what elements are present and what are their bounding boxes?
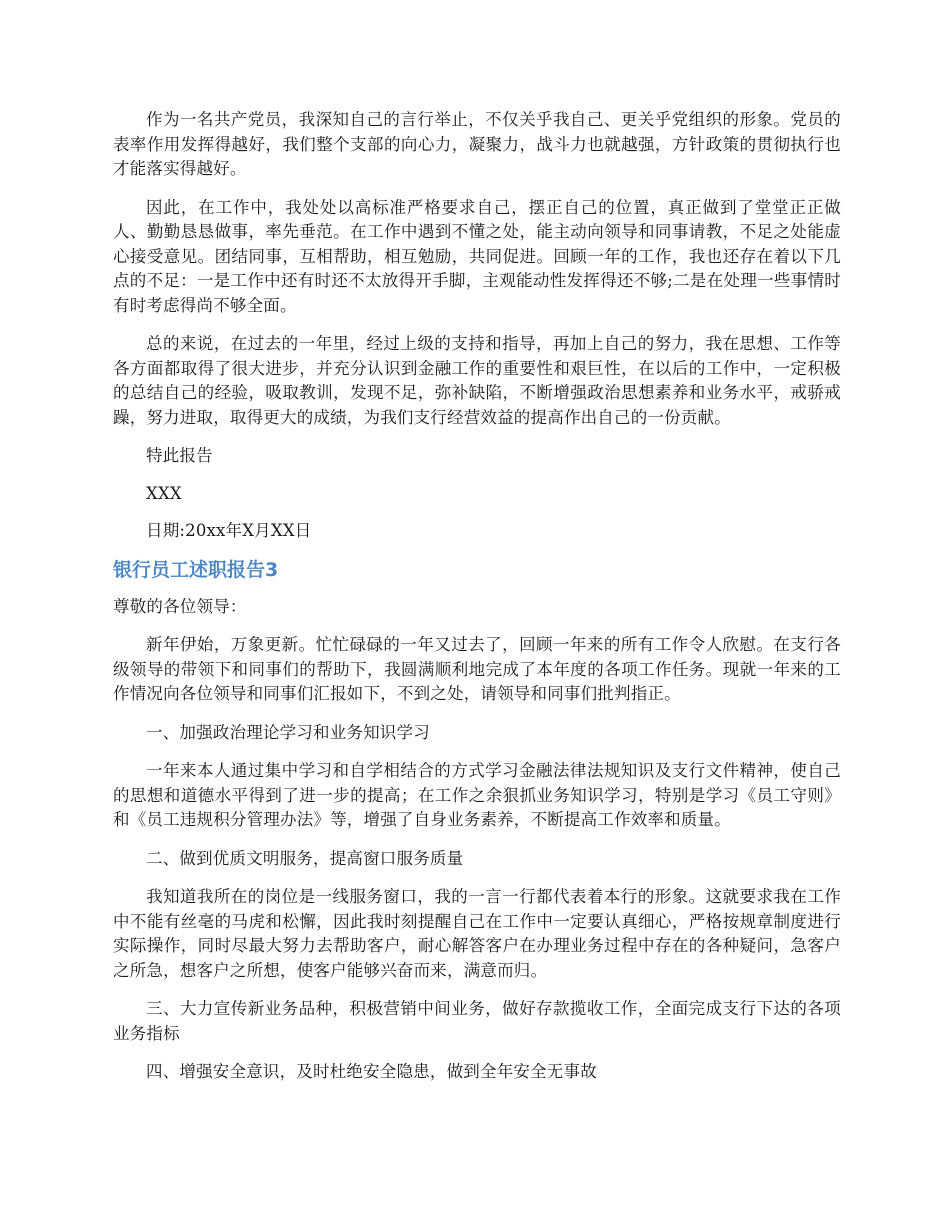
subsection-title: 一、加强政治理论学习和业务知识学习 <box>146 722 430 742</box>
subsection-title: 二、做到优质文明服务，提高窗口服务质量 <box>146 848 464 868</box>
body-paragraph: 因此，在工作中，我处处以高标准严格要求自己，摆正自己的位置，真正做到了堂堂正正做人、勤勤恳恳做事，率先垂范。在工作中遇到不懂之处，能主动向领导和同事请教，不足之处能虚心接受意见。团结同事，互相帮助，相互勉励，共同促进。回顾一年的工作，我也还存在着以下几点的不足：一是工作中还有时还不太放得开手脚，主观能动性发挥得还不够;二是在处理一些事情时有时考虑得尚不够全面。 <box>113 197 841 315</box>
body-paragraph: 作为一名共产党员，我深知自己的言行举止，不仅关乎我自己、更关乎党组织的形象。党员的表率作用发挥得越好，我们整个支部的向心力，凝聚力，战斗力也就越强，方针政策的贯彻执行也才能落实得越好。 <box>113 110 841 178</box>
subsection-title: 四、增强安全意识，及时杜绝安全隐患，做到全年安全无事故 <box>146 1062 597 1081</box>
document-page <box>113 108 841 1099</box>
body-paragraph: 一年来本人通过集中学习和自学相结合的方式学习金融法律法规知识及支行文件精神，使自己的思想和道德水平得到了进一步的提高；在工作之余狠抓业务知识学习，特别是学习《员工守则》和《员工违规积分管理办法》等，增强了自身业务素养，不断提高工作效率和质量。 <box>113 761 841 829</box>
subsection-title: 三、大力宣传新业务品种，积极营销中间业务，做好存款揽收工作，全面完成支行下达的各项业务指标 <box>113 999 841 1043</box>
salutation: 尊敬的各位领导： <box>113 596 247 616</box>
signature: XXX <box>146 483 182 503</box>
section-heading: 银行员工述职报告3 <box>113 558 279 581</box>
body-paragraph: 新年伊始，万象更新。忙忙碌碌的一年又过去了，回顾一年来的所有工作令人欣慰。在支行各级领导的带领下和同事们的帮助下，我圆满顺利地完成了本年度的各项工作任务。现就一年来的工作情况向各位领导和同事们汇报如下，不到之处，请领导和同事们批判指正。 <box>113 635 841 703</box>
body-paragraph: 总的来说，在过去的一年里，经过上级的支持和指导，再加上自己的努力，我在思想、工作等各方面都取得了很大进步，并充分认识到金融工作的重要性和艰巨性，在以后的工作中，一定积极的总结自己的经验，吸取教训，发现不足，弥补缺陷，不断增强政治思想素养和业务水平，戒骄戒躁，努力进取，取得更大的成绩，为我们支行经营效益的提高作出自己的一份贡献。 <box>113 334 841 427</box>
date-line: 日期:20xx年X月XX日 <box>146 521 312 540</box>
body-paragraph: 我知道我所在的岗位是一线服务窗口，我的一言一行都代表着本行的形象。这就要求我在工作中不能有丝毫的马虎和松懈，因此我时刻提醒自己在工作中一定要认真细心，严格按规章制度进行实际操作，同时尽最大努力去帮助客户，耐心解答客户在办理业务过程中存在的各种疑问，急客户之所急，想客户之所想，使客户能够兴奋而来，满意而归。 <box>113 887 841 980</box>
closing-line: 特此报告 <box>146 446 213 465</box>
